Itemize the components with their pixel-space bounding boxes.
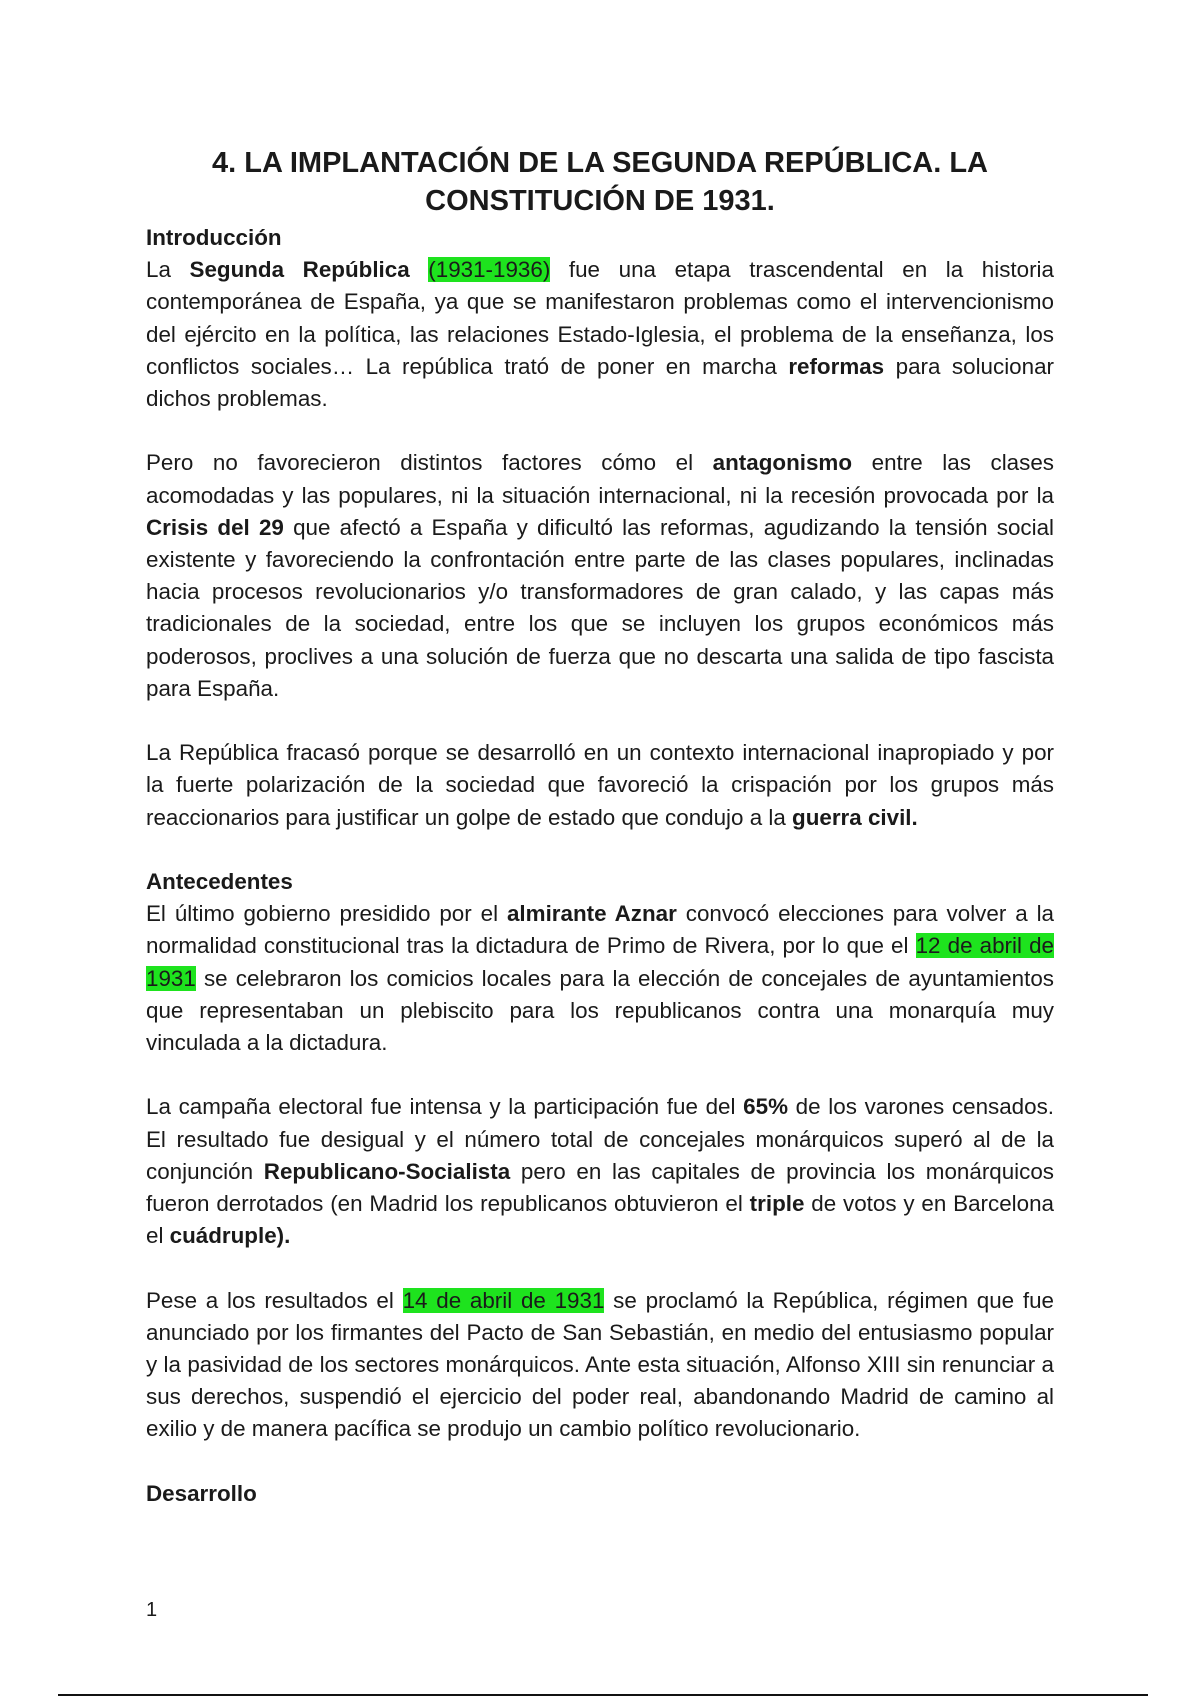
- bold-term: triple: [749, 1191, 805, 1217]
- highlighted-date: 14 de abril de 1931: [402, 1287, 605, 1313]
- text-run: se proclamó la República, régimen que fue anunciado por los firmantes del Pacto de San Sebastián, en medio del entusiasmo popular y la pasividad de los sectores monárquicos. Ante esta situación, Alfonso XIII sin renunciar a sus derechos, suspendió el ejercicio del poder real, abandonando Madrid de camino al exilio y de manera pacífica se produjo un cambio político revolucionario.: [146, 1287, 1054, 1442]
- text-run: pero en las capitales de provincia los monárquicos fueron derrotados (en Madrid los republicanos obtuvieron el: [146, 1158, 1054, 1217]
- bold-term: reformas: [788, 353, 885, 379]
- bold-term: 65%: [743, 1094, 788, 1120]
- intro-paragraph-1: [146, 254, 1054, 415]
- text-run: entre las clases acomodadas y las populares, ni la situación internacional, ni la recesión provocada por la: [146, 450, 1054, 508]
- antecedentes-paragraph-3: [146, 1285, 1054, 1446]
- bold-term: Republicano-Socialista: [263, 1158, 511, 1184]
- text-run: que afectó a España y dificultó las reformas, agudizando la tensión social existente y favoreciendo la confrontación entre parte de las clases populares, inclinadas hacia procesos revolucionarios y/o transformadores de gran calado, y las capas más tradicionales de la sociedad, entre los que se incluyen los grupos económicos más poderosos, proclives a una solución de fuerza que no descarta una salida de tipo fascista para España.: [146, 514, 1054, 701]
- page-title: [146, 144, 1054, 220]
- page-number: 1: [146, 1599, 158, 1621]
- antecedentes-paragraph-2: [146, 1091, 1054, 1252]
- text-run: Pese a los resultados el: [146, 1287, 403, 1313]
- page-divider: [58, 1694, 1148, 1696]
- bold-term: antagonismo: [712, 450, 853, 476]
- document-body: [146, 222, 1054, 1510]
- text-run: de los varones censados. El resultado fue desigual y el número total de concejales monárquicos superó al de la conjunción: [146, 1094, 1054, 1184]
- text-run: La República fracasó porque se desarrolló en un contexto internacional inapropiado y por la fuerte polarización de la sociedad que favoreció la crispación por los grupos más reaccionarios para justificar un golpe de estado que condujo a la: [146, 740, 1054, 830]
- text-run: La campaña electoral fue intensa y la participación fue del: [146, 1094, 744, 1120]
- text-run: Pero no favorecieron distintos factores cómo el: [146, 450, 713, 476]
- title-line-2: CONSTITUCIÓN DE 1931.: [425, 185, 775, 217]
- bold-term: almirante Aznar: [506, 901, 677, 927]
- text-run: fue una etapa trascendental en la historia contemporánea de España, ya que se manifestaron problemas como el intervencionismo del ejército en la política, las relaciones Estado-Iglesia, el problema de la enseñanza, los conflictos sociales… La república trató de poner en marcha: [146, 257, 1054, 379]
- heading-antecedentes: Antecedentes: [146, 869, 293, 895]
- highlighted-date: 12 de abril de 1931: [146, 933, 1054, 991]
- title-line-1: 4. LA IMPLANTACIÓN DE LA SEGUNDA REPÚBLICA. LA: [211, 147, 989, 179]
- text-run: se celebraron los comicios locales para la elección de concejales de ayuntamientos que representaban un plebiscito para los republicanos contra una monarquía muy vinculada a la dictadura.: [146, 965, 1054, 1056]
- text-run: convocó elecciones para volver a la normalidad constitucional tras la dictadura de Primo de Rivera, por lo que el: [146, 901, 1054, 959]
- text-run: de votos y en Barcelona el: [146, 1191, 1054, 1249]
- highlighted-date: (1931-1936): [428, 257, 551, 283]
- bold-term: cuádruple).: [169, 1223, 291, 1249]
- text-run: [410, 257, 429, 282]
- antecedentes-paragraph-1: [146, 898, 1054, 1059]
- text-run: La: [146, 257, 190, 283]
- bold-term: guerra civil.: [792, 804, 918, 830]
- intro-paragraph-2: [146, 447, 1054, 705]
- heading-introduccion: Introducción: [146, 225, 282, 250]
- text-run: para solucionar dichos problemas.: [146, 353, 1054, 412]
- intro-paragraph-3: [146, 737, 1054, 834]
- heading-desarrollo: Desarrollo: [146, 1480, 257, 1506]
- bold-term: Crisis del 29: [146, 514, 284, 540]
- bold-term: Segunda República: [189, 257, 410, 283]
- text-run: El último gobierno presidido por el: [146, 901, 507, 927]
